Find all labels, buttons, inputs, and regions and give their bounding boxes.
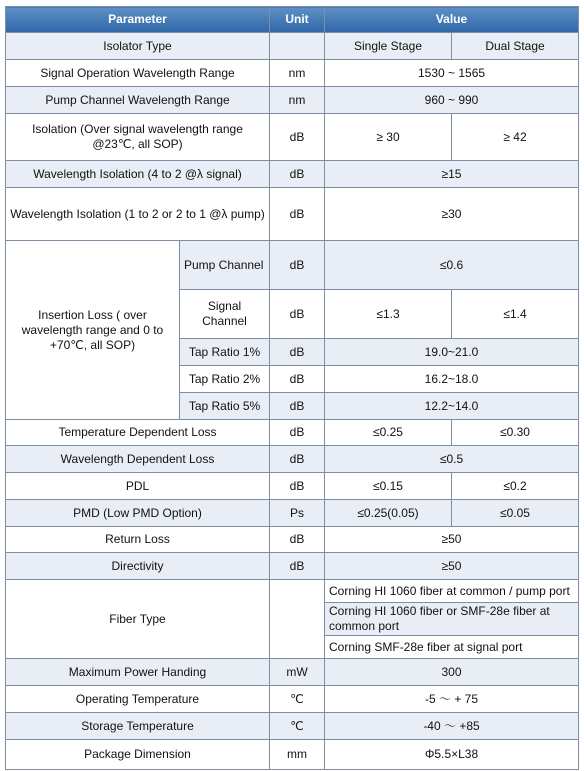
value-pmd-single: ≤0.25(0.05) xyxy=(325,500,452,527)
value-fiber-type-2: Corning HI 1060 fiber or SMF-28e fiber at common port xyxy=(325,603,579,636)
label-pdl: PDL xyxy=(6,473,270,500)
spec-table xyxy=(5,6,579,770)
value-il-tap2: 16.2~18.0 xyxy=(325,366,579,393)
value-package: Φ5.5×L38 xyxy=(325,740,579,770)
unit-pdl: dB xyxy=(270,473,325,500)
label-storage-temp: Storage Temperature xyxy=(6,713,270,740)
row-fiber-type-1 xyxy=(6,580,579,603)
value-isolation-dual: ≥ 42 xyxy=(452,114,579,161)
label-il-tap5: Tap Ratio 5% xyxy=(180,393,270,420)
unit-il-tap2: dB xyxy=(270,366,325,393)
value-pmd-dual: ≤0.05 xyxy=(452,500,579,527)
value-il-signal-dual: ≤1.4 xyxy=(452,290,579,339)
label-directivity: Directivity xyxy=(6,553,270,580)
label-isolation: Isolation (Over signal wavelength range @23℃, all SOP) xyxy=(6,114,270,161)
value-tdl-dual: ≤0.30 xyxy=(452,420,579,446)
label-return-loss: Return Loss xyxy=(6,527,270,553)
row-wl-isolation-1-2 xyxy=(6,188,579,241)
row-directivity xyxy=(6,553,579,580)
unit-tdl: dB xyxy=(270,420,325,446)
header-row xyxy=(6,7,579,33)
unit-max-power: mW xyxy=(270,659,325,686)
value-il-tap5: 12.2~14.0 xyxy=(325,393,579,420)
label-il-tap2: Tap Ratio 2% xyxy=(180,366,270,393)
row-isolator-type xyxy=(6,33,579,60)
unit-fiber-type xyxy=(270,580,325,659)
value-il-signal-single: ≤1.3 xyxy=(325,290,452,339)
unit-il-pump: dB xyxy=(270,241,325,290)
row-signal-wavelength xyxy=(6,60,579,87)
value-pump-wavelength: 960 ~ 990 xyxy=(325,87,579,114)
label-pump-wavelength: Pump Channel Wavelength Range xyxy=(6,87,270,114)
row-package xyxy=(6,740,579,770)
unit-package: mm xyxy=(270,740,325,770)
label-signal-wavelength: Signal Operation Wavelength Range xyxy=(6,60,270,87)
label-max-power: Maximum Power Handing xyxy=(6,659,270,686)
value-op-temp: -5 ～ + 75 xyxy=(325,686,579,713)
unit-return-loss: dB xyxy=(270,527,325,553)
value-pdl-single: ≤0.15 xyxy=(325,473,452,500)
unit-wdl: dB xyxy=(270,446,325,473)
value-fiber-type-1: Corning HI 1060 fiber at common / pump port xyxy=(325,580,579,603)
value-pdl-dual: ≤0.2 xyxy=(452,473,579,500)
row-pdl xyxy=(6,473,579,500)
row-wdl xyxy=(6,446,579,473)
label-insertion-loss: Insertion Loss ( over wavelength range and 0 to +70℃, all SOP) xyxy=(6,241,180,420)
label-isolator-type: Isolator Type xyxy=(6,33,270,60)
unit-directivity: dB xyxy=(270,553,325,580)
value-tdl-single: ≤0.25 xyxy=(325,420,452,446)
value-fiber-type-3: Corning SMF-28e fiber at signal port xyxy=(325,636,579,659)
unit-pump-wavelength: nm xyxy=(270,87,325,114)
row-tdl xyxy=(6,420,579,446)
row-isolation xyxy=(6,114,579,161)
unit-wl-isolation-4-2: dB xyxy=(270,161,325,188)
value-wl-isolation-4-2: ≥15 xyxy=(325,161,579,188)
label-il-pump: Pump Channel xyxy=(180,241,270,290)
label-package: Package Dimension xyxy=(6,740,270,770)
value-isolator-dual: Dual Stage xyxy=(452,33,579,60)
unit-il-tap5: dB xyxy=(270,393,325,420)
label-wdl: Wavelength Dependent Loss xyxy=(6,446,270,473)
unit-signal-wavelength: nm xyxy=(270,60,325,87)
row-max-power xyxy=(6,659,579,686)
row-wl-isolation-4-2 xyxy=(6,161,579,188)
value-wl-isolation-1-2: ≥30 xyxy=(325,188,579,241)
label-wl-isolation-1-2: Wavelength Isolation (1 to 2 or 2 to 1 @λ pump) xyxy=(6,188,270,241)
row-storage-temp xyxy=(6,713,579,740)
unit-isolator-type xyxy=(270,33,325,60)
unit-op-temp: ℃ xyxy=(270,686,325,713)
header-parameter: Parameter xyxy=(6,7,270,33)
unit-storage-temp: ℃ xyxy=(270,713,325,740)
label-il-tap1: Tap Ratio 1% xyxy=(180,339,270,366)
row-return-loss xyxy=(6,527,579,553)
label-op-temp: Operating Temperature xyxy=(6,686,270,713)
row-pump-wavelength xyxy=(6,87,579,114)
value-max-power: 300 xyxy=(325,659,579,686)
row-pmd xyxy=(6,500,579,527)
value-isolator-single: Single Stage xyxy=(325,33,452,60)
label-il-signal: Signal Channel xyxy=(180,290,270,339)
unit-il-tap1: dB xyxy=(270,339,325,366)
row-il-pump xyxy=(6,241,579,290)
unit-pmd: Ps xyxy=(270,500,325,527)
label-tdl: Temperature Dependent Loss xyxy=(6,420,270,446)
label-fiber-type: Fiber Type xyxy=(6,580,270,659)
value-storage-temp: -40 ～ +85 xyxy=(325,713,579,740)
value-wdl: ≤0.5 xyxy=(325,446,579,473)
value-isolation-single: ≥ 30 xyxy=(325,114,452,161)
unit-il-signal: dB xyxy=(270,290,325,339)
value-directivity: ≥50 xyxy=(325,553,579,580)
unit-wl-isolation-1-2: dB xyxy=(270,188,325,241)
label-wl-isolation-4-2: Wavelength Isolation (4 to 2 @λ signal) xyxy=(6,161,270,188)
unit-isolation: dB xyxy=(270,114,325,161)
row-op-temp xyxy=(6,686,579,713)
value-il-pump: ≤0.6 xyxy=(325,241,579,290)
value-il-tap1: 19.0~21.0 xyxy=(325,339,579,366)
header-value: Value xyxy=(325,7,579,33)
value-signal-wavelength: 1530 ~ 1565 xyxy=(325,60,579,87)
value-return-loss: ≥50 xyxy=(325,527,579,553)
label-pmd: PMD (Low PMD Option) xyxy=(6,500,270,527)
header-unit: Unit xyxy=(270,7,325,33)
